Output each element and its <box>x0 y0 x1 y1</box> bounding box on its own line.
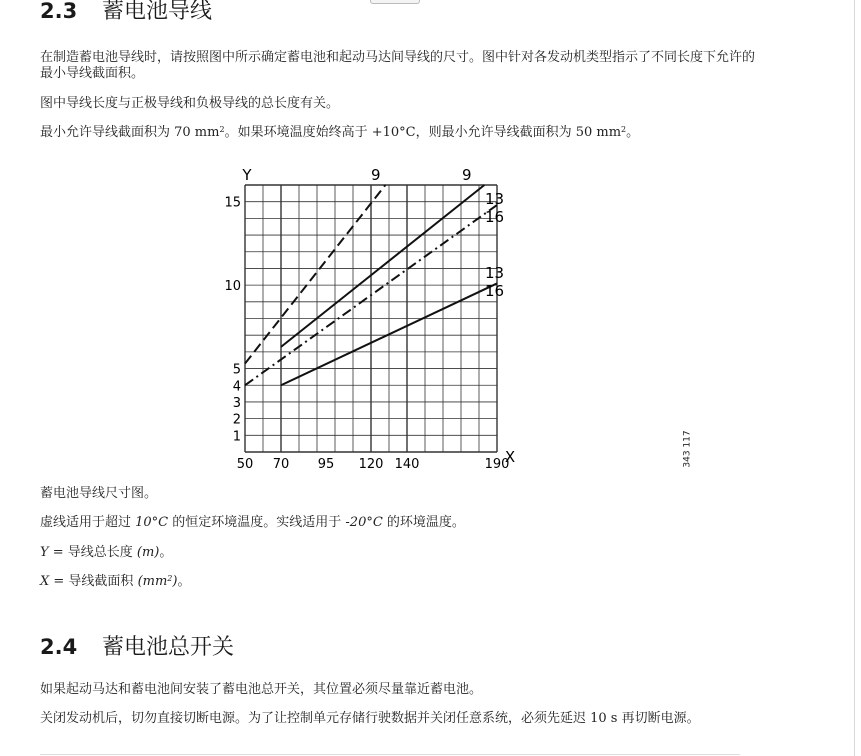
x-tick-label: 190 <box>484 457 510 472</box>
section-title: 蓄电池导线 <box>102 0 213 24</box>
section-number: 2.4 <box>40 635 78 659</box>
x-tick-label: 120 <box>358 457 384 472</box>
paragraph-length-note: 图中导线长度与正极导线和负极导线的总长度有关。 <box>40 96 340 111</box>
y-tick-label: 1 <box>232 429 241 445</box>
y-tick-label: 10 <box>224 279 241 295</box>
paragraph-min-section: 最小允许导线截面积为 70 $mm^2$。如果环境温度始终高于 +10°C，则最小允许导线截面积为 50 $mm^2$。 <box>40 125 640 140</box>
y-definition: Y = 导线总长度 (m)。 <box>40 545 173 560</box>
section-title: 蓄电池总开关 <box>102 635 235 660</box>
label-upper-13: 13 <box>485 190 505 208</box>
series-line-solid <box>281 185 484 347</box>
x-tick-label: 70 <box>272 457 290 472</box>
y-tick-label: 5 <box>232 362 241 378</box>
y-tick-label: 2 <box>232 412 241 428</box>
paragraph-switch-location: 如果起动马达和蓄电池间安装了蓄电池总开关，其位置必须尽量靠近蓄电池。 <box>40 682 483 697</box>
y-tick-label: 3 <box>232 395 241 411</box>
section-heading-2-4 <box>40 630 234 661</box>
divider <box>40 754 740 755</box>
y-tick-label: 15 <box>224 195 241 211</box>
paragraph-switch-delay: 关闭发动机后，切勿直接切断电源。为了让控制单元存储行驶数据并关闭任意系统，必须先延迟 10 s 再切断电源。 <box>40 711 700 726</box>
section-number: 2.3 <box>40 0 78 23</box>
label-lower-16: 16 <box>485 282 505 300</box>
figure-id: 343 117 <box>682 430 693 468</box>
figure-caption: 蓄电池导线尺寸图。 <box>40 486 158 501</box>
x-tick-label: 50 <box>236 457 254 472</box>
y-tick-label: 4 <box>232 379 241 395</box>
label-lower-13: 13 <box>485 264 505 282</box>
x-definition: X = 导线截面积 $(mm^2)$。 <box>40 574 191 589</box>
figure-note: 虚线适用于超过 10°C 的恒定环境温度。实线适用于 -20°C 的环境温度。 <box>40 515 465 530</box>
chart-grid <box>245 185 497 452</box>
series-line-dashed <box>245 185 385 364</box>
x-tick-label: 140 <box>394 457 420 472</box>
label-dashed-9: 9 <box>371 166 381 184</box>
x-tick-label: 95 <box>317 457 335 472</box>
y-axis-title: Y <box>242 166 252 184</box>
label-solid-9: 9 <box>462 166 472 184</box>
paragraph-intro: 在制造蓄电池导线时，请按照图中所示确定蓄电池和起动马达间导线的尺寸。图中针对各发动机类型指示了不同长度下允许的最小导线截面积。 <box>40 50 756 81</box>
x-axis-title: X <box>504 448 516 466</box>
label-upper-16: 16 <box>485 208 505 226</box>
